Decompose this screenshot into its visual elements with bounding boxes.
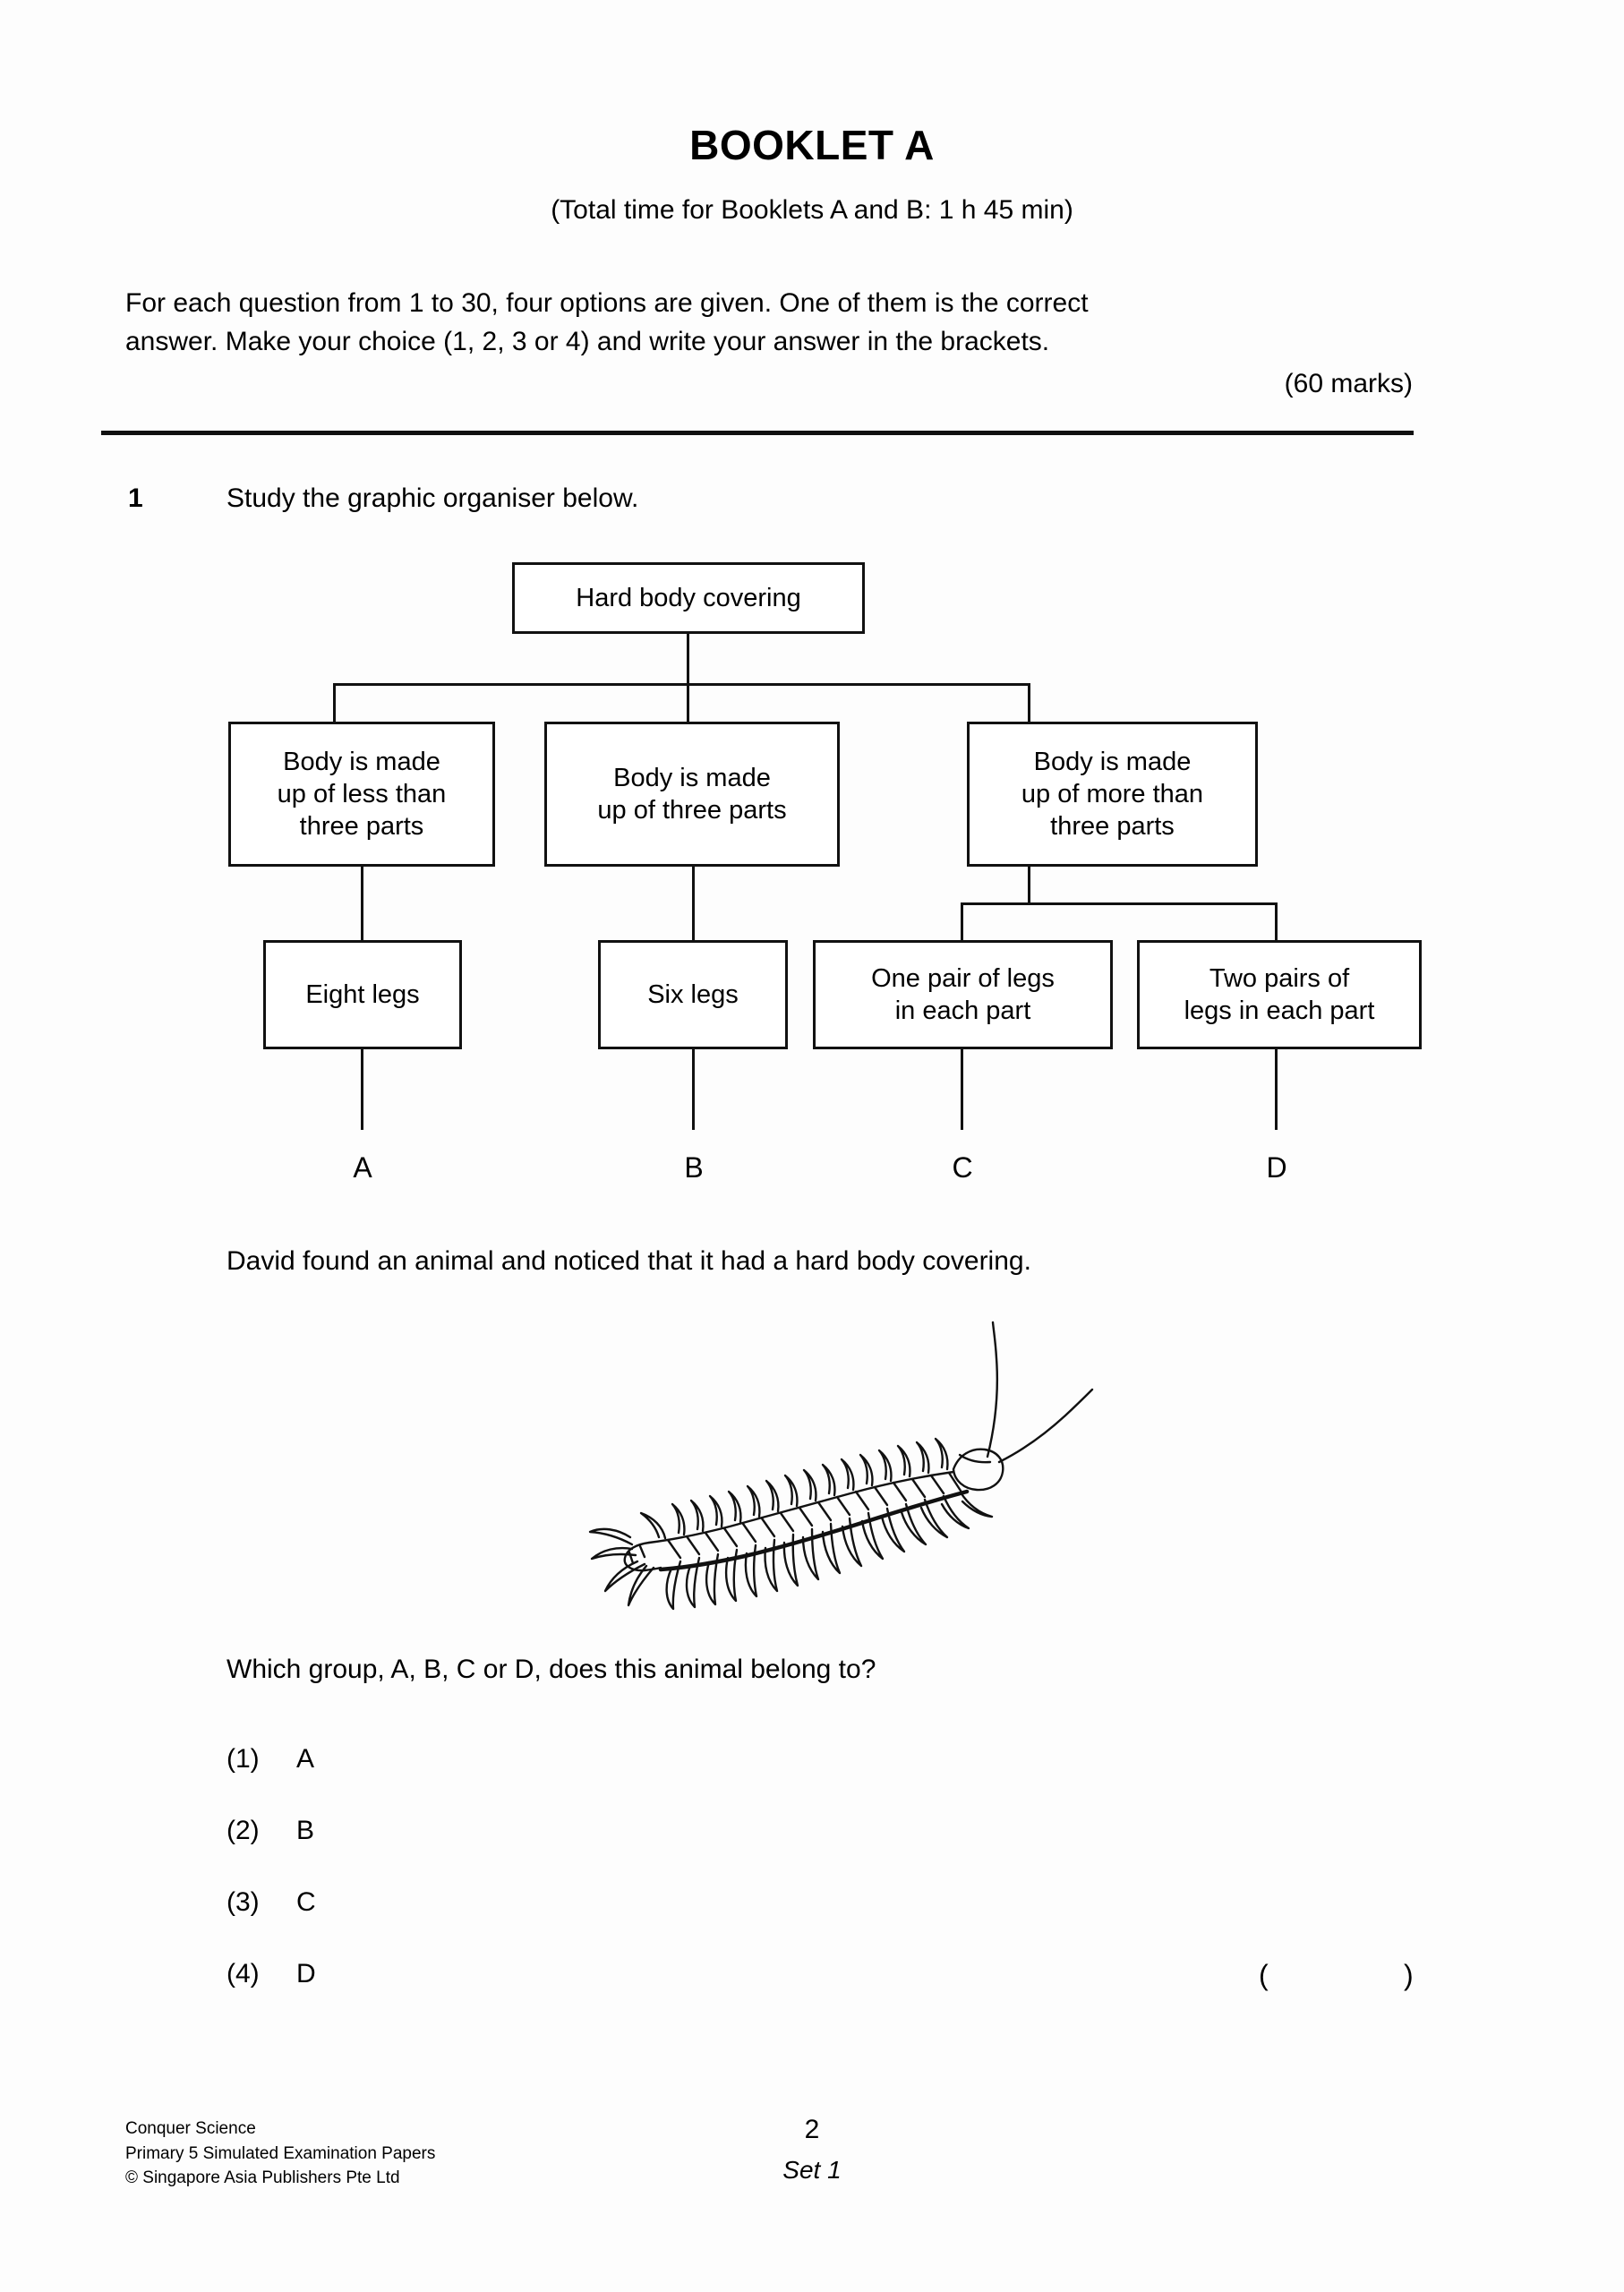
connector-box1-to-leafA [361, 867, 363, 942]
node-leaf-one-pair-legs [813, 940, 1113, 1049]
connector-leafA-to-label [361, 1049, 363, 1130]
connector-to-leafD [1275, 902, 1278, 942]
node-line: Two pairs of [1209, 963, 1350, 993]
connector-level2-bus [333, 683, 1030, 686]
option-1-number: (1) [227, 1744, 260, 1774]
group-label-a: A [353, 1151, 372, 1184]
connector-to-box1 [333, 683, 336, 723]
page-number: 2 [804, 2115, 820, 2144]
group-label-d: D [1266, 1151, 1287, 1184]
node-line: up of less than [277, 779, 447, 808]
option-2-label: B [296, 1816, 315, 1845]
question-stem: Study the graphic organiser below. [227, 483, 639, 513]
answer-bracket-open: ( [1259, 1959, 1269, 1991]
option-3-number: (3) [227, 1887, 260, 1917]
node-level2-more-than-three [967, 722, 1258, 867]
question-number: 1 [128, 483, 143, 513]
connector-level3-bus [961, 902, 1278, 905]
node-root: Hard body covering [512, 562, 865, 634]
connector-to-box2 [687, 683, 689, 723]
node-line: Body is made [613, 763, 771, 792]
option-4-number: (4) [227, 1959, 260, 1988]
node-level2-less-than-three [228, 722, 495, 867]
node-line: Body is made [283, 747, 440, 776]
footer-line-2: Primary 5 Simulated Examination Papers [125, 2143, 436, 2163]
booklet-title: BOOKLET A [689, 122, 935, 168]
option-4-label: D [296, 1959, 316, 1988]
set-label: Set 1 [782, 2156, 842, 2184]
node-leaf-six-legs: Six legs [598, 940, 788, 1049]
node-line: up of more than [1021, 779, 1204, 808]
group-label-b: B [684, 1151, 704, 1184]
node-line: three parts [1050, 812, 1175, 842]
node-leaf-eight-legs: Eight legs [263, 940, 462, 1049]
instruction-line-2: answer. Make your choice (1, 2, 3 or 4) and write your answer in the brackets. [125, 326, 1050, 356]
node-line: in each part [894, 996, 1031, 1025]
node-line: three parts [299, 812, 424, 842]
connector-to-leafC [961, 902, 963, 942]
option-3[interactable] [227, 1887, 316, 1918]
node-line: legs in each part [1184, 996, 1375, 1025]
option-4[interactable] [227, 1959, 316, 1989]
booklet-subtitle: (Total time for Booklets A and B: 1 h 45 min) [551, 195, 1073, 225]
connector-leafC-to-label [961, 1049, 963, 1130]
answer-bracket-close: ) [1404, 1959, 1414, 1991]
connector-root-down [687, 634, 689, 686]
found-animal-text: David found an animal and noticed that it had a hard body covering. [227, 1246, 1031, 1276]
node-leaf-two-pairs-legs [1137, 940, 1422, 1049]
connector-to-box3 [1028, 683, 1030, 723]
option-2[interactable] [227, 1816, 314, 1846]
footer-line-3: © Singapore Asia Publishers Pte Ltd [125, 2168, 400, 2188]
node-line: Body is made [1033, 747, 1192, 776]
node-line: up of three parts [597, 796, 787, 825]
instruction-line-1: For each question from 1 to 30, four options are given. One of them is the correct [125, 288, 1089, 318]
header-divider [101, 431, 1414, 435]
instructions-block [125, 285, 1415, 361]
option-3-label: C [296, 1887, 316, 1917]
node-level2-three-parts [544, 722, 840, 867]
footer-line-1: Conquer Science [125, 2119, 256, 2138]
marks-label: (60 marks) [1284, 369, 1413, 398]
option-1-label: A [296, 1744, 315, 1774]
option-2-number: (2) [227, 1816, 260, 1845]
connector-box3-down [1028, 867, 1030, 904]
centipede-illustration [501, 1303, 1110, 1616]
option-1[interactable] [227, 1744, 314, 1775]
question-prompt: Which group, A, B, C or D, does this animal belong to? [227, 1655, 876, 1684]
group-label-c: C [952, 1151, 973, 1184]
node-line: One pair of legs [871, 963, 1055, 993]
connector-box2-to-leafB [692, 867, 695, 942]
connector-leafB-to-label [692, 1049, 695, 1130]
connector-leafD-to-label [1275, 1049, 1278, 1130]
